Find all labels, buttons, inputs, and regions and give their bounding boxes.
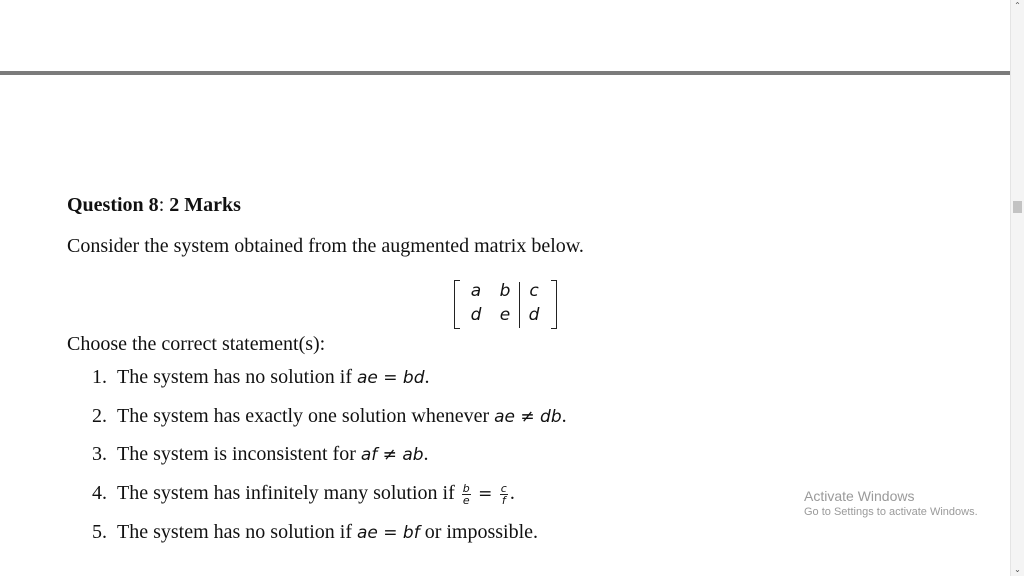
scroll-up-icon[interactable]: ⌃ xyxy=(1014,1,1021,10)
option-math: ae = bd xyxy=(356,368,425,388)
scroll-thumb[interactable] xyxy=(1013,201,1022,213)
option-math: ae = bf xyxy=(356,523,420,543)
heading-separator: : xyxy=(158,194,170,216)
top-divider xyxy=(0,71,1011,75)
option-suffix: or impossible. xyxy=(419,521,539,543)
question-marks: 2 Marks xyxy=(169,194,241,216)
matrix-cell: b xyxy=(499,281,511,301)
option-number: 3. xyxy=(92,443,107,465)
question-intro: Consider the system obtained from the augmented matrix below. xyxy=(67,235,584,257)
matrix-right-bracket xyxy=(551,280,557,329)
question-label: Question 8 xyxy=(67,194,159,216)
matrix-cell: c xyxy=(529,281,539,301)
option-3 xyxy=(92,443,429,469)
vertical-scrollbar[interactable] xyxy=(1010,0,1024,576)
option-5 xyxy=(92,521,538,547)
option-4 xyxy=(92,482,515,508)
watermark-title: Activate Windows xyxy=(804,488,915,504)
question-prompt: Choose the correct statement(s): xyxy=(67,333,326,355)
option-suffix: . xyxy=(509,482,515,504)
option-number: 2. xyxy=(92,405,107,427)
matrix-cell: d xyxy=(528,305,540,325)
option-text: The system has no solution if xyxy=(117,521,357,543)
scroll-down-icon[interactable]: ⌄ xyxy=(1014,565,1021,574)
option-1 xyxy=(92,366,430,392)
matrix-augment-bar xyxy=(519,282,520,328)
option-text: The system has exactly one solution whenever xyxy=(117,405,495,427)
option-math: af ≠ ab xyxy=(360,445,424,465)
matrix-cell: a xyxy=(470,281,482,301)
option-number: 1. xyxy=(92,366,107,388)
option-text: The system is inconsistent for xyxy=(117,443,361,465)
fraction-c-over-f xyxy=(500,483,508,506)
question-heading xyxy=(67,194,241,217)
option-2 xyxy=(92,405,567,431)
option-suffix: . xyxy=(561,405,567,427)
matrix-left-bracket xyxy=(454,280,460,329)
fraction-denominator: e xyxy=(462,493,470,507)
option-suffix: . xyxy=(423,443,429,465)
fraction-numerator: c xyxy=(500,481,507,495)
option-equals: = xyxy=(472,484,498,504)
matrix-cell: e xyxy=(499,305,511,325)
fraction-denominator: f xyxy=(501,493,506,507)
matrix-cell: d xyxy=(470,305,482,325)
fraction-numerator: b xyxy=(462,481,470,495)
option-text: The system has infinitely many solution if xyxy=(117,482,460,504)
option-math: ae ≠ db xyxy=(494,407,562,427)
option-number: 5. xyxy=(92,521,107,543)
option-text: The system has no solution if xyxy=(117,366,357,388)
fraction-b-over-e xyxy=(462,483,471,506)
activate-windows-watermark xyxy=(804,488,978,520)
watermark-subtitle: Go to Settings to activate Windows. xyxy=(804,506,978,518)
option-number: 4. xyxy=(92,482,107,504)
option-suffix: . xyxy=(424,366,430,388)
